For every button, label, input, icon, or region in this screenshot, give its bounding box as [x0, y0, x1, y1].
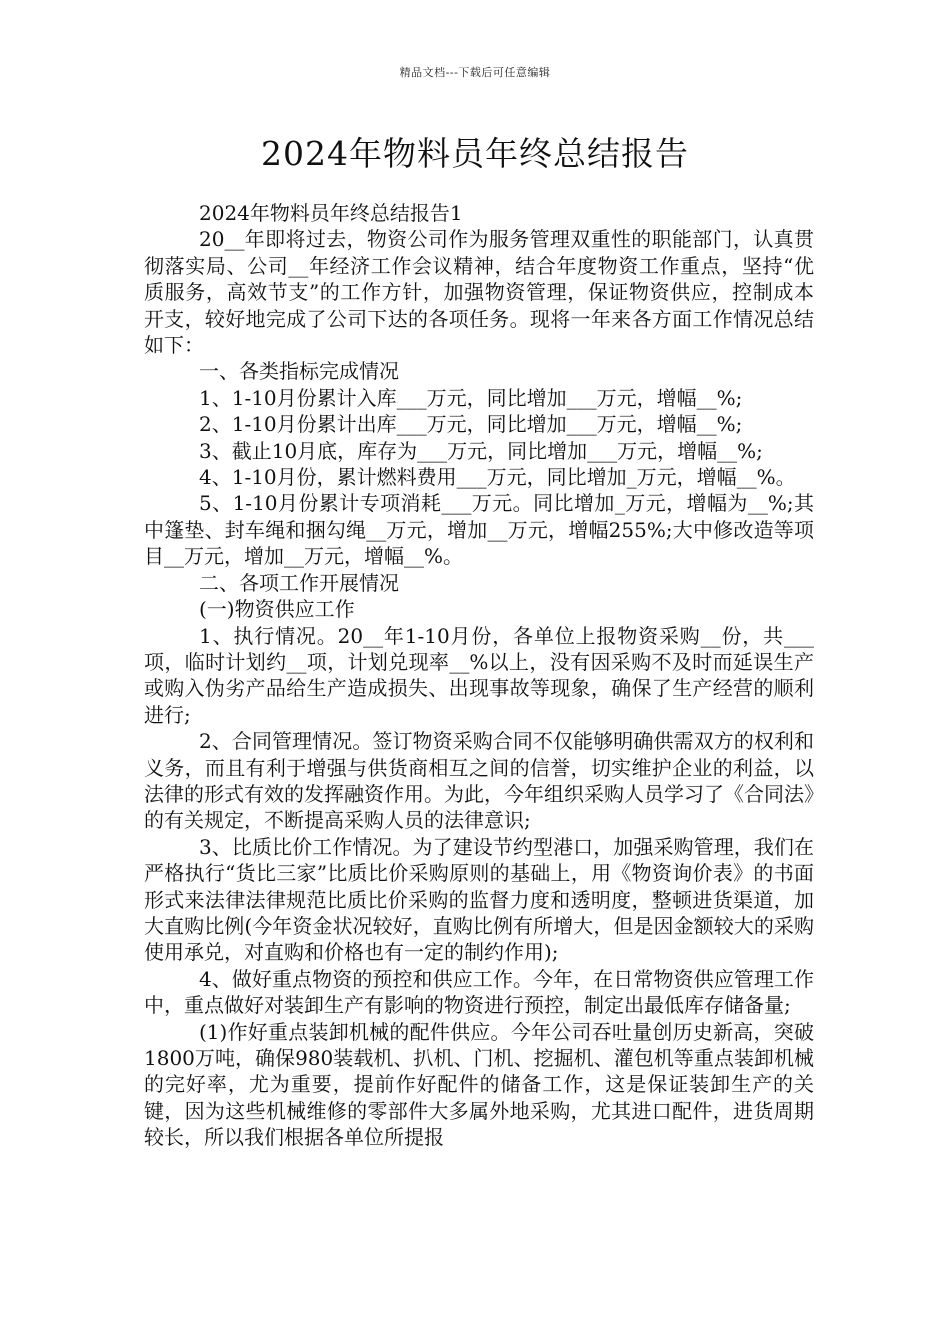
page-header: 精品文档---下载后可任意编辑 [399, 66, 551, 79]
subsection-heading-supply: (一)物资供应工作 [199, 597, 355, 622]
document-body [144, 200, 814, 1151]
indicator-item-3: 3、截止10月底，库存为___万元，同比增加___万元，增幅__%; [199, 438, 763, 463]
work-item-2: 2、合同管理情况。签订物资采购合同不仅能够明确供需双方的权利和义务，而且有利于增强与供货商相互之间的信誉，切实维护企业的利益，以法律的形式有效的发挥融资作用。为此，今年组织采购人员学习了《合同法》的有关规定，不断提高采购人员的法律意识; [144, 729, 814, 833]
indicator-item-4: 4、1-10月份，累计燃料费用___万元，同比增加_万元，增幅__%。 [199, 465, 796, 490]
indicator-item-2: 2、1-10月份累计出库___万元，同比增加___万元，增幅__%; [199, 412, 743, 437]
work-item-4: 4、做好重点物资的预控和供应工作。今年，在日常物资供应管理工作中，重点做好对装卸生产有影响的物资进行预控，制定出最低库存储备量; [144, 966, 814, 1018]
section-subtitle: 2024年物料员年终总结报告1 [199, 201, 463, 225]
intro-paragraph: 20__年即将过去，物资公司作为服务管理双重性的职能部门，认真贯彻落实局、公司__年经济工作会议精神，结合年度物资工作重点，坚持“优质服务，高效节支”的工作方针，加强物资管理，保证物资供应，控制成本开支，较好地完成了公司下达的各项任务。现将一年来各方面工作情况总结如下： [144, 227, 814, 358]
section-heading-work: 二、各项工作开展情况 [199, 570, 399, 595]
section-heading-indicators: 一、各类指标完成情况 [199, 359, 399, 384]
work-item-3: 3、比质比价工作情况。为了建设节约型港口，加强采购管理，我们在严格执行“货比三家”比质比价采购原则的基础上，用《物资询价表》的书面形式来法律法律规范比质比价采购的监督力度和透明度，整顿进货渠道，加大直购比例(今年资金状况较好，直购比例有所增大，但是因金额较大的采购使用承兑，对直购和价格也有一定的制约作用); [144, 834, 814, 965]
work-subitem-1: (1)作好重点装卸机械的配件供应。今年公司吞吐量创历史新高，突破1800万吨，确保980装载机、扒机、门机、挖掘机、灌包机等重点装卸机械的完好率，尤为重要，提前作好配件的储备工作，这是保证装卸生产的关键，因为这些机械维修的零部件大多属外地采购，尤其进口配件，进货周期较长，所以我们根据各单位所提报 [144, 1019, 814, 1150]
indicator-item-5: 5、1-10月份累计专项消耗___万元。同比增加_万元，增幅为__%;其中篷垫、封车绳和捆勾绳__万元，增加__万元，增幅255%;大中修改造等项目__万元，增加__万元，增幅__%。 [144, 491, 814, 569]
work-item-1: 1、执行情况。20__年1-10月份，各单位上报物资采购__份，共___项，临时计划约__项，计划兑现率__%以上，没有因采购不及时而延误生产或购入伪劣产品给生产造成损失、出现事故等现象，确保了生产经营的顺利进行; [144, 623, 814, 727]
document-title: 2024年物料员年终总结报告 [261, 134, 689, 173]
indicator-item-1: 1、1-10月份累计入库___万元，同比增加___万元，增幅__%; [199, 385, 743, 410]
